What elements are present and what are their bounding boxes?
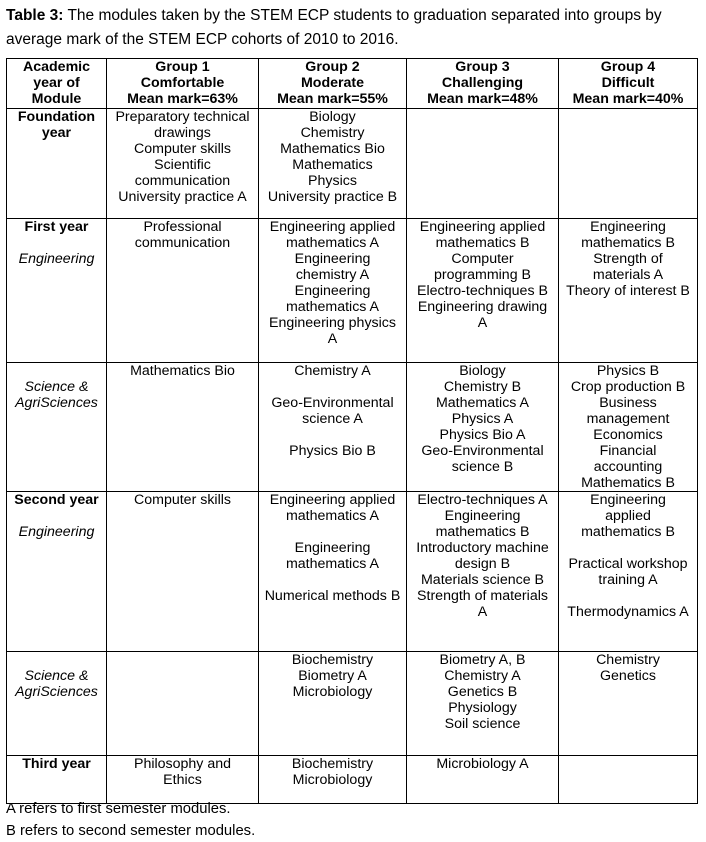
header-group-2: Group 2 Moderate Mean mark=55% (259, 59, 407, 109)
second-eng-group-3: Electro-techniques A Engineering mathematics B Introductory machine design B Materials science B Strength of materials A (407, 492, 559, 652)
first-eng-group-2: Engineering applied mathematics A Engineering chemistry A Engineering mathematics A Engineering physics A (259, 219, 407, 363)
second-sci-group-3: Biometry A, B Chemistry A Genetics B Physiology Soil science (407, 652, 559, 756)
second-eng-group-4: Engineering applied mathematics B Practical workshop training A Thermodynamics A (559, 492, 698, 652)
first-eng-group-4: Engineering mathematics B Strength of materials A Theory of interest B (559, 219, 698, 363)
third-group-3: Microbiology A (407, 756, 559, 804)
second-sci-group-4: Chemistry Genetics (559, 652, 698, 756)
third-group-2: Biochemistry Microbiology (259, 756, 407, 804)
second-eng-label: Second year Engineering (7, 492, 107, 652)
foundation-group-2: Biology Chemistry Mathematics Bio Mathematics Physics University practice B (259, 109, 407, 219)
first-eng-group-1: Professional communication (107, 219, 259, 363)
second-sci-group-2: Biochemistry Biometry A Microbiology (259, 652, 407, 756)
third-group-1: Philosophy and Ethics (107, 756, 259, 804)
header-row (7, 59, 698, 109)
foundation-label: Foundation year (7, 109, 107, 219)
row-first-science (7, 363, 698, 492)
header-group-1: Group 1 Comfortable Mean mark=63% (107, 59, 259, 109)
first-eng-label: First year Engineering (7, 219, 107, 363)
first-sci-group-4: Physics B Crop production B Business management Economics Financial accounting Mathematics B (559, 363, 698, 492)
second-sci-group-1 (107, 652, 259, 756)
row-second-science (7, 652, 698, 756)
caption-label: Table 3: (6, 7, 64, 24)
foundation-group-4 (559, 109, 698, 219)
modules-table (6, 58, 698, 804)
first-sci-group-3: Biology Chemistry B Mathematics A Physics A Physics Bio A Geo-Environmental science B (407, 363, 559, 492)
first-sci-group-2: Chemistry A Geo-Environmental science A Physics Bio B (259, 363, 407, 492)
table-caption (6, 4, 700, 52)
table-notes (6, 798, 255, 842)
first-sci-label: Science & AgriSciences (7, 363, 107, 492)
second-eng-group-1: Computer skills (107, 492, 259, 652)
header-group-3: Group 3 Challenging Mean mark=48% (407, 59, 559, 109)
note-b: B refers to second semester modules. (6, 823, 256, 839)
third-label: Third year (7, 756, 107, 804)
header-academic-year: Academic year of Module (7, 59, 107, 109)
foundation-group-1: Preparatory technical drawings Computer skills Scientific communication University practice A (107, 109, 259, 219)
first-eng-group-3: Engineering applied mathematics B Computer programming B Electro-techniques B Engineering drawing A (407, 219, 559, 363)
first-sci-group-1: Mathematics Bio (107, 363, 259, 492)
note-a: A refers to first semester modules. (6, 801, 231, 817)
caption-text: The modules taken by the STEM ECP students to graduation separated into groups by average mark of the STEM ECP cohorts of 2010 to 2016. (6, 7, 662, 48)
row-foundation (7, 109, 698, 219)
foundation-group-3 (407, 109, 559, 219)
row-third-year (7, 756, 698, 804)
header-group-4: Group 4 Difficult Mean mark=40% (559, 59, 698, 109)
row-second-engineering (7, 492, 698, 652)
second-sci-label: Science & AgriSciences (7, 652, 107, 756)
second-eng-group-2: Engineering applied mathematics A Engineering mathematics A Numerical methods B (259, 492, 407, 652)
third-group-4 (559, 756, 698, 804)
row-first-engineering (7, 219, 698, 363)
